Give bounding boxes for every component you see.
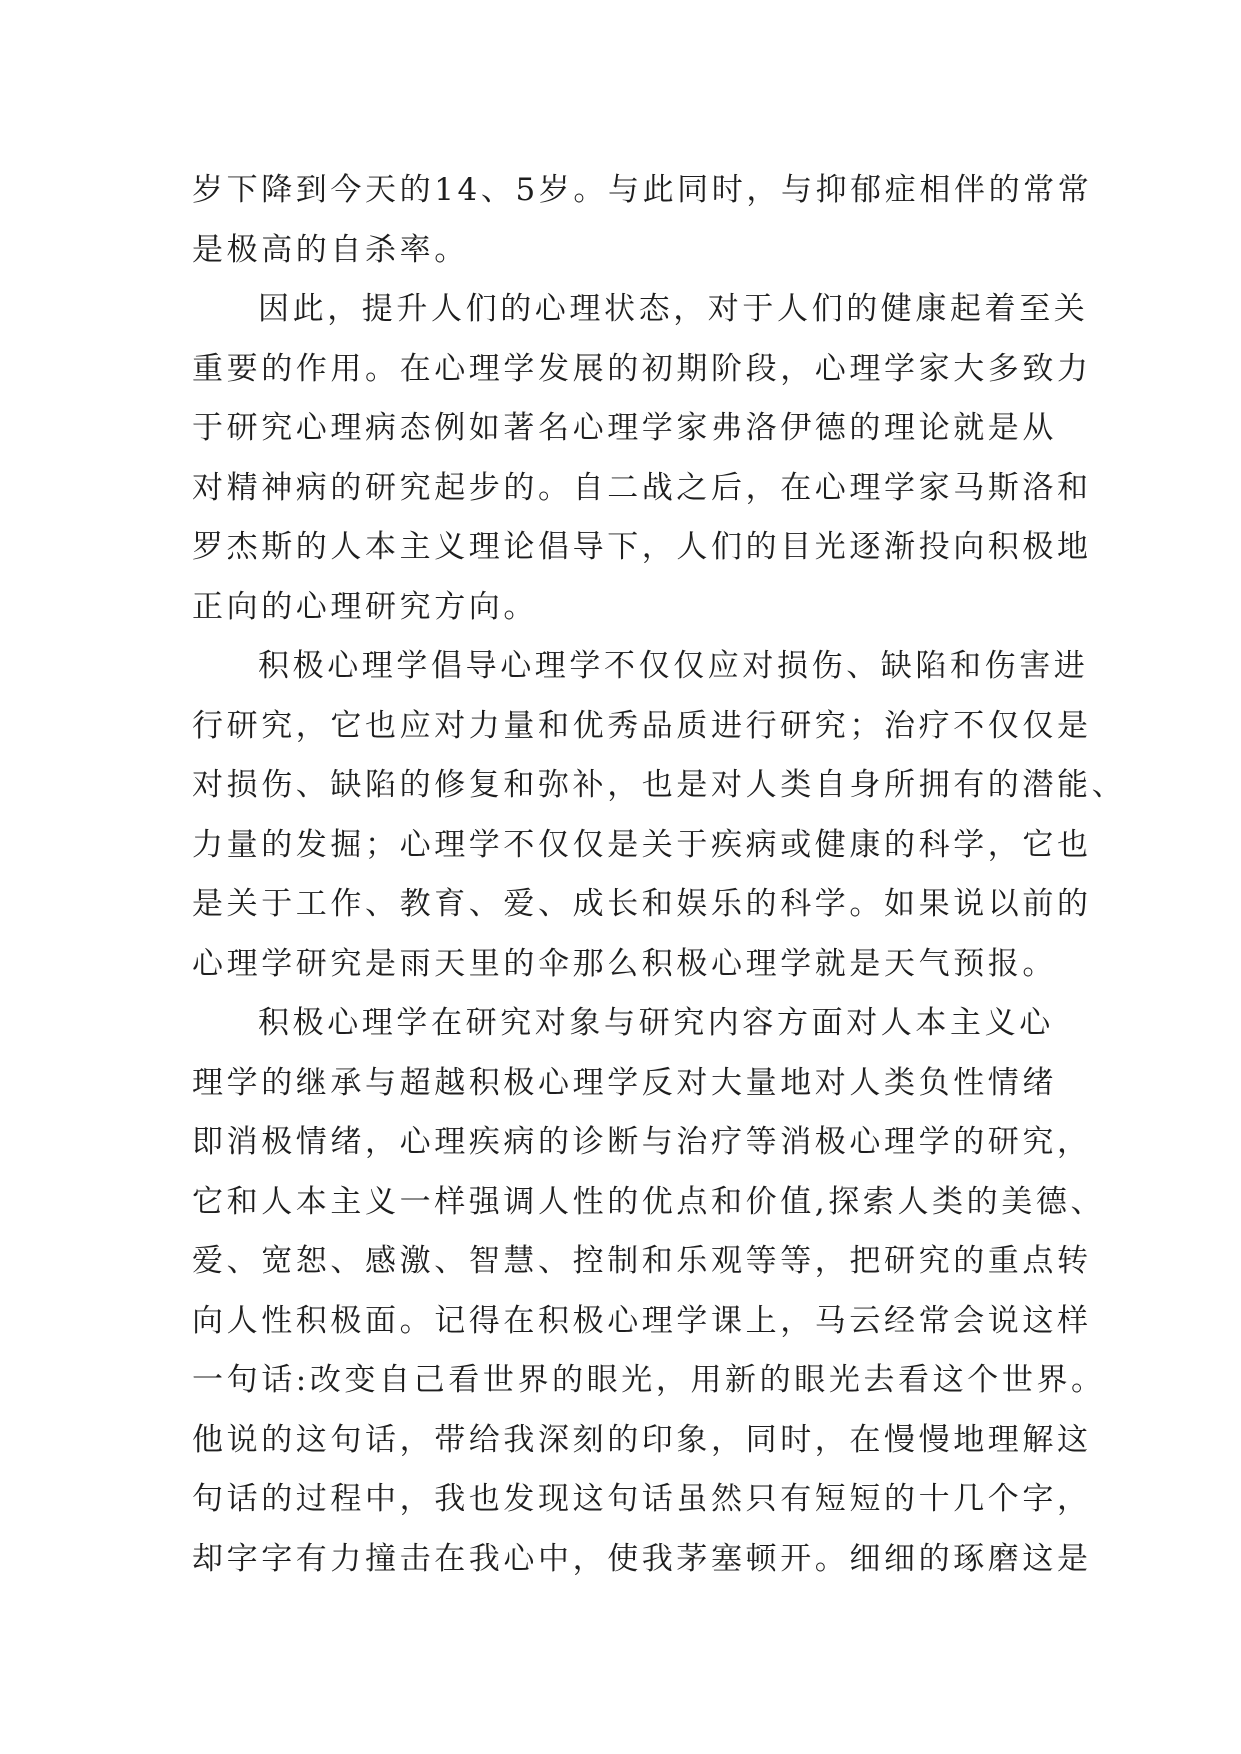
text-line: 行研究，它也应对力量和优秀品质进行研究；治疗不仅仅是 bbox=[192, 707, 1092, 744]
text-line: 是关于工作、教育、爱、成长和娱乐的科学。如果说以前的 bbox=[192, 886, 1092, 922]
text-line: 于研究心理病态例如著名心理学家弗洛伊德的理论就是从 bbox=[192, 410, 1057, 446]
text-line: 力量的发掘；心理学不仅仅是关于疾病或健康的科学，它也 bbox=[192, 826, 1092, 863]
text-line: 一句话:改变自己看世界的眼光，用新的眼光去看这个世界。 bbox=[192, 1362, 1106, 1398]
paragraph-first-line: 积极心理学倡导心理学不仅仅应对损伤、缺陷和伤害进 bbox=[258, 648, 1089, 684]
text-line: 心理学研究是雨天里的伞那么积极心理学就是天气预报。 bbox=[192, 945, 1057, 982]
text-line: 理学的继承与超越积极心理学反对大量地对人类负性情绪 bbox=[192, 1064, 1057, 1101]
paragraph-first-line: 积极心理学在研究对象与研究内容方面对人本主义心 bbox=[258, 1005, 1054, 1041]
text-line: 重要的作用。在心理学发展的初期阶段，心理学家大多致力 bbox=[192, 350, 1092, 387]
text-line: 对精神病的研究起步的。自二战之后，在心理学家马斯洛和 bbox=[192, 469, 1092, 506]
paragraph-first-line: 因此，提升人们的心理状态，对于人们的健康起着至关 bbox=[258, 291, 1089, 327]
text-line: 他说的这句话，带给我深刻的印象，同时，在慢慢地理解这 bbox=[192, 1421, 1092, 1458]
text-line: 岁下降到今天的14、5岁。与此同时，与抑郁症相伴的常常 bbox=[192, 172, 1093, 208]
text-line: 向人性积极面。记得在积极心理学课上，马云经常会说这样 bbox=[192, 1302, 1092, 1339]
text-line: 句话的过程中，我也发现这句话虽然只有短短的十几个字， bbox=[192, 1481, 1092, 1517]
text-line: 罗杰斯的人本主义理论倡导下，人们的目光逐渐投向积极地 bbox=[192, 529, 1092, 565]
text-line: 即消极情绪，心理疾病的诊断与治疗等消极心理学的研究， bbox=[192, 1124, 1092, 1160]
body-text bbox=[192, 161, 1127, 1589]
text-line: 是极高的自杀率。 bbox=[192, 231, 469, 268]
text-line: 对损伤、缺陷的修复和弥补，也是对人类自身所拥有的潜能、 bbox=[192, 767, 1127, 803]
text-line: 正向的心理研究方向。 bbox=[192, 588, 538, 625]
text-line: 却字字有力撞击在我心中，使我茅塞顿开。细细的琢磨这是 bbox=[192, 1540, 1092, 1577]
text-line: 爱、宽恕、感激、智慧、控制和乐观等等，把研究的重点转 bbox=[192, 1243, 1092, 1279]
text-line: 它和人本主义一样强调人性的优点和价值,探索人类的美德、 bbox=[192, 1183, 1106, 1220]
